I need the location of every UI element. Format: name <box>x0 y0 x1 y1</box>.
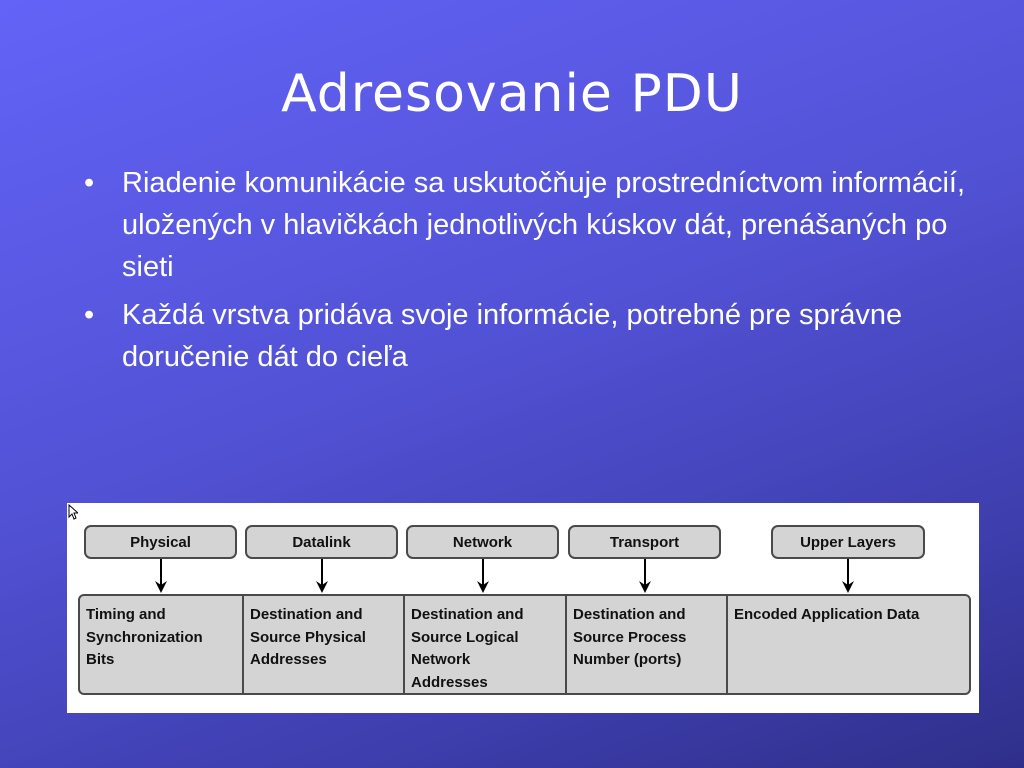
info-cell-upper-layers: Encoded Application Data <box>734 606 920 623</box>
info-cell-transport: Destination and Source Process Number (ports) <box>573 606 687 668</box>
slide-title: Adresovanie PDU <box>281 64 743 124</box>
info-cell-datalink: Destination and Source Physical Addresses <box>250 606 366 668</box>
bullet-text-1: Riadenie komunikácie sa uskutočňuje prostredníctvom informácií, uložených v hlavičkách jednotlivých kúskov dát, prenášaných po sieti <box>122 167 966 283</box>
layer-box-network: Network <box>406 525 559 559</box>
bullet-text-2: Každá vrstva pridáva svoje informácie, potrebné pre správne doručenie dát do cieľa <box>122 299 903 373</box>
arrow-down-icon <box>637 559 653 595</box>
info-cell-physical: Timing and Synchronization Bits <box>86 606 203 668</box>
arrow-down-icon <box>475 559 491 595</box>
mouse-cursor-icon <box>68 504 78 520</box>
bullet-item-1 <box>82 162 982 288</box>
info-cell-network: Destination and Source Logical Network Addresses <box>411 606 524 691</box>
arrow-down-icon <box>153 559 169 595</box>
bullet-item-2 <box>82 294 982 378</box>
header-info-row <box>78 594 971 695</box>
arrow-down-icon <box>840 559 856 595</box>
bullet-list <box>82 162 982 384</box>
layer-box-datalink: Datalink <box>245 525 398 559</box>
layer-box-upper-layers: Upper Layers <box>771 525 925 559</box>
pdu-diagram <box>67 503 979 713</box>
layer-box-physical: Physical <box>84 525 237 559</box>
arrow-down-icon <box>314 559 330 595</box>
layer-box-transport: Transport <box>568 525 721 559</box>
bullet-dot: • <box>84 167 95 199</box>
bullet-dot: • <box>84 299 95 331</box>
